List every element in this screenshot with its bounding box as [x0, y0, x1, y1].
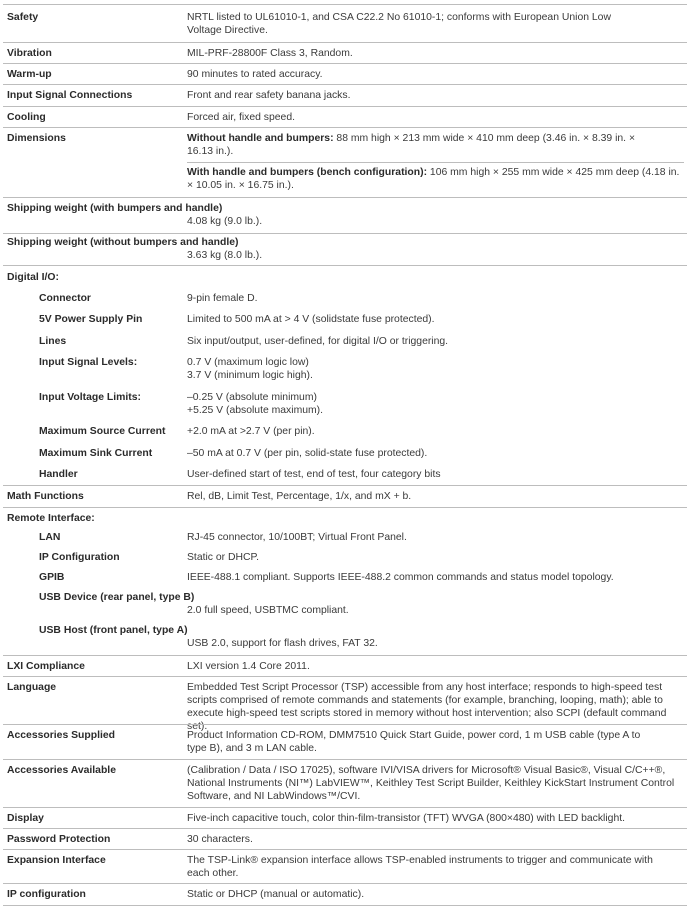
spec-label: Digital I/O: [7, 272, 59, 283]
spec-value: Rel, dB, Limit Test, Percentage, 1/x, and mX + b. [187, 491, 412, 502]
spec-value-line: Product Information CD-ROM, DMM7510 Quick Start Guide, power cord, 1 m USB cable (type A to [187, 730, 641, 741]
spec-value: +2.0 mA at >2.7 V (per pin). [187, 426, 315, 437]
dimensions-divider [187, 162, 684, 163]
spec-value: MIL-PRF-28800F Class 3, Random. [187, 48, 353, 59]
spec-value: 3.63 kg (8.0 lb.). [187, 250, 263, 261]
spec-value: Forced air, fixed speed. [187, 112, 296, 123]
spec-value: RJ-45 connector, 10/100BT; Virtual Front Panel. [187, 532, 407, 543]
spec-row-warmup [3, 63, 687, 85]
spec-value-line: NRTL listed to UL61010-1, and CSA C22.2 No 61010-1; conforms with European Union Low [187, 12, 611, 23]
spec-value: Limited to 500 mA at > 4 V (solidstate fuse protected). [187, 314, 435, 325]
spec-value: –50 mA at 0.7 V (per pin, solid-state fuse protected). [187, 448, 428, 459]
spec-value-line: 0.7 V (maximum logic low) [187, 357, 309, 368]
spec-value-line: type B), and 3 m LAN cable. [187, 743, 317, 755]
spec-sublabel-gpib: GPIB [39, 572, 65, 583]
spec-row-ip-configuration [3, 883, 687, 906]
spec-label: Safety [7, 12, 39, 23]
spec-label: Remote Interface: [7, 513, 95, 524]
spec-value-line: Embedded Test Script Processor (TSP) accessible from any host interface; responds to high-speed test [187, 682, 663, 693]
spec-value [187, 729, 686, 755]
spec-value: IEEE-488.1 compliant. Supports IEEE-488.2 common commands and status model topology. [187, 572, 614, 583]
spec-value: 30 characters. [187, 834, 253, 845]
spec-sublabel-signal-levels: Input Signal Levels: [39, 357, 138, 368]
spec-label: Expansion Interface [7, 855, 106, 866]
spec-value-line: 88 mm high × 213 mm wide × 410 mm deep (3.46 in. × 8.39 in. × [333, 133, 636, 144]
spec-sublabel-usb-host: USB Host (front panel, type A) [39, 625, 188, 636]
spec-label: Accessories Supplied [7, 730, 115, 741]
spec-value: LXI version 1.4 Core 2011. [187, 661, 310, 672]
spec-value-line: 106 mm high × 255 mm wide × 425 mm deep (4.18 in. [427, 167, 680, 178]
spec-value: Front and rear safety banana jacks. [187, 90, 351, 101]
spec-sublabel-handler: Handler [39, 469, 78, 480]
spec-sublabel-source-current: Maximum Source Current [39, 426, 166, 437]
spec-row-digital-io [3, 265, 687, 486]
spec-sublabel-ip-configuration: IP Configuration [39, 552, 120, 563]
spec-row-display [3, 807, 687, 829]
spec-value-line: × 10.05 in. × 16.75 in.). [187, 180, 294, 192]
spec-label: Accessories Available [7, 765, 116, 776]
spec-value-with-bumpers [187, 166, 683, 192]
spec-label: Math Functions [7, 491, 84, 502]
spec-row-accessories-supplied [3, 724, 687, 760]
spec-value: 4.08 kg (9.0 lb.). [187, 216, 263, 227]
spec-value-heading: Without handle and bumpers: [187, 133, 334, 144]
spec-row-password-protection [3, 828, 687, 850]
spec-row-input-signal-connections [3, 84, 687, 107]
spec-label: Dimensions [7, 133, 66, 144]
spec-value-line: 16.13 in.). [187, 146, 234, 158]
spec-row-accessories-available [3, 759, 687, 808]
spec-sublabel-lines: Lines [39, 336, 67, 347]
spec-value-line: (Calibration / Data / ISO 17025), software IVI/VISA drivers for Microsoft® Visual Basic®, Visual C/C++®, [187, 765, 666, 776]
spec-value: Static or DHCP. [187, 552, 259, 563]
spec-label: Shipping weight (with bumpers and handle) [7, 203, 223, 214]
spec-row-language [3, 676, 687, 733]
spec-row-cooling [3, 106, 687, 128]
spec-value: Five-inch capacitive touch, color thin-film-transistor (TFT) WVGA (800×480) with LED backlight. [187, 813, 625, 824]
spec-value-line: National Instruments (NI™) LabVIEW™, Keithley Test Script Builder, Keithley KickStart Instrument Control [187, 778, 675, 790]
spec-value-line: 3.7 V (minimum logic high). [187, 370, 313, 382]
spec-value [187, 764, 686, 803]
spec-row-lxi-compliance [3, 655, 687, 677]
spec-label: Warm-up [7, 69, 52, 80]
spec-value: Six input/output, user-defined, for digital I/O or triggering. [187, 336, 449, 347]
spec-value [187, 11, 686, 37]
spec-value-line: Voltage Directive. [187, 25, 268, 37]
spec-label: Vibration [7, 48, 52, 59]
spec-value [187, 854, 686, 880]
spec-value: User-defined start of test, end of test, four category bits [187, 469, 441, 480]
spec-row-expansion-interface [3, 849, 687, 884]
spec-value-heading: With handle and bumpers (bench configuration): [187, 167, 428, 178]
spec-row-math-functions [3, 485, 687, 508]
spec-label: Language [7, 682, 57, 693]
spec-label: LXI Compliance [7, 661, 85, 672]
spec-value-line: The TSP-Link® expansion interface allows TSP-enabled instruments to trigger and communicate with [187, 855, 653, 866]
spec-label: Display [7, 813, 44, 824]
spec-value-line: +5.25 V (absolute maximum). [187, 405, 324, 417]
spec-label: Cooling [7, 112, 46, 123]
spec-row-safety [3, 4, 687, 43]
spec-sublabel-connector: Connector [39, 293, 91, 304]
spec-row-vibration [3, 42, 687, 64]
spec-sublabel-usb-device: USB Device (rear panel, type B) [39, 592, 195, 603]
spec-label: Shipping weight (without bumpers and handle) [7, 237, 239, 248]
spec-value-line: Software, and NI LabWindows™/CVI. [187, 791, 361, 803]
spec-value-line: –0.25 V (absolute minimum) [187, 392, 317, 403]
spec-value-line: scripts comprised of remote commands and statements (for example, branching, looping, math); able to [187, 695, 663, 707]
spec-sublabel-sink-current: Maximum Sink Current [39, 448, 153, 459]
spec-value-line: execute high-speed test scripts stored in memory without host intervention; also SCPI (default command set). [187, 708, 667, 733]
spec-value: Static or DHCP (manual or automatic). [187, 889, 365, 900]
spec-value [187, 356, 686, 382]
spec-value-line: each other. [187, 868, 239, 880]
spec-value: 2.0 full speed, USBTMC compliant. [187, 605, 349, 616]
spec-label: IP configuration [7, 889, 86, 900]
spec-label: Password Protection [7, 834, 111, 845]
spec-value: 9-pin female D. [187, 293, 258, 304]
spec-row-shipping-weight-without [3, 233, 687, 266]
spec-value [187, 391, 686, 417]
spec-sublabel-voltage-limits: Input Voltage Limits: [39, 392, 141, 403]
spec-label: Input Signal Connections [7, 90, 133, 101]
spec-sublabel-power-pin: 5V Power Supply Pin [39, 314, 143, 325]
spec-value: USB 2.0, support for flash drives, FAT 32. [187, 638, 378, 649]
spec-row-remote-interface [3, 507, 687, 656]
spec-row-shipping-weight-with [3, 197, 687, 234]
spec-value-without-bumpers [187, 132, 686, 158]
spec-value: 90 minutes to rated accuracy. [187, 69, 323, 80]
spec-sublabel-lan: LAN [39, 532, 61, 543]
